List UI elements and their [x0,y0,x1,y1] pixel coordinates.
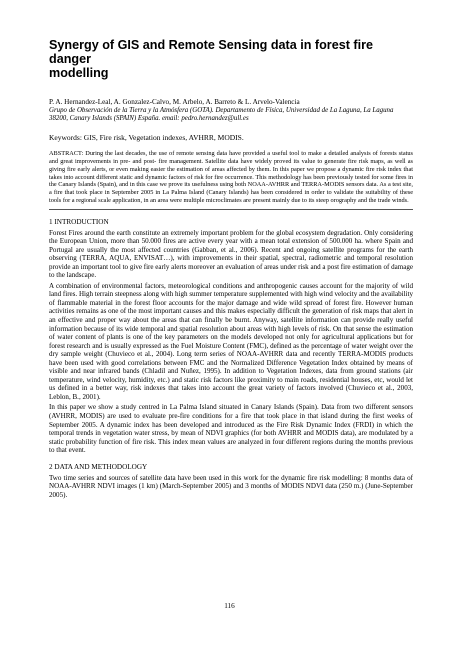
intro-paragraph-3: In this paper we show a study centred in La Palma Island situated in Canary Islands (Spain). Data from two different sensors (AVHRR, MODIS) are used to evaluate pre-fire conditions for a fire that took place in that island during the first weeks of September 2005. A dynamic index has been developed and introduced as the Fire Risk Dynamic Index (FRDI) in which the temporal trends in vegetation water stress, by mean of NDVI graphics (for both AVHRR and MODIS data), are modulated by a static probability function of fire risk. This index mean values are analyzed in four different regions during the months previous to that event. [49,403,413,455]
author-list: P. A. Hernandez-Leal, A. Gonzalez-Calvo, M. Arbelo, A. Barreto & L. Arvelo-Valencia [49,98,300,106]
paper-title [49,38,413,80]
page-number: 116 [224,602,235,610]
title-line-2: modelling [49,66,109,80]
section-heading-data-methodology: 2 DATA AND METHODOLOGY [49,462,148,471]
methodology-paragraph-1: Two time series and sources of satellite data have been used in this work for the dynamic fire risk modelling: 8 months data of NOAA-AVHRR NDVI images (1 km) (March-September 2005) and 3 months of MODIS NDVI data (250 m.) (June-September 2005). [49,473,413,499]
intro-paragraph-1: Forest Fires around the earth constitute an extremely important problem for the global ecosystem degradation. Only considering the European Union, more than 50.000 fires are active every year with a mean total extension of 500.000 ha. where Spain and Portugal are usually the most affected countries (Gabban, et al., 2006). Recent and ongoing satellite programs for the earth observing (TERRA, AQUA, ENVISAT…), with improvements in their spatial, spectral, radiometric and temporal resolution provide an important tool to give fire early alerts moreover an evaluation of areas under risk and a post fire estimation of damage to the landscape. [49,228,413,280]
title-line-1: Synergy of GIS and Remote Sensing data in forest fire danger [49,38,374,66]
section-heading-introduction: 1 INTRODUCTION [49,217,109,226]
affiliation: Grupo de Observación de la Tierra y la Atmósfera (GOTA). Departamento de Física, Universidad de La Laguna, La Laguna 38200, Canary Islands (SPAIN) España. email: pedro.hernandez@ull.es [49,106,394,122]
paper-page [49,38,413,499]
abstract: ABSTRACT: During the last decades, the use of remote sensing data have provided a useful tool to make a detailed analysis of forests status and great improvements in pre- and post- fire management. Satellite data have widely proved its value to generate fire risk maps, as well as giving fire early alerts, or even making easier the estimation of areas affected by them. In this paper we propose a dynamic fire risk index that takes into account different static and dynamic factors of risk for fire occurrence. This methodology has been previously tested for some fires in the Canary Islands (Spain), and in this case we prove its usefulness using both NOAA-AVHRR and TERRA-MODIS sensors data. As a test site, a fire that took place in September 2005 in La Palma Island (Canary Islands) has been considered in order to validate the suitability of these tools for a regional scale application, in an area were multiple microclimates are present mainly due to its steep orography and the trade winds. [49,150,413,209]
intro-paragraph-2: A combination of environmental factors, meteorological conditions and anthropogenic causes account for the majority of wild land fires. High terrain steepness along with high summer temperature supplemented with high wind velocity and the availability of flammable material in the forest floor accounts for the major damage and wide wild spread of forest fire. However human activities remains as one of the most important causes and this makes especially difficult the generation of risk maps that alert in an effective and proper way about the areas that can finally be burnt. Anyway, satellite information can provide really useful information because of its wide temporal and spatial resolution about areas with high levels of risk. On that sense the estimation of water content of plants is one of the key parameters on the models developed not only for agricultural applications but for forest research and is usually expressed as the Fuel Moisture Content (FMC), defined as the percentage of water weight over the dry sample weight (Chuvieco et al., 2004). Long term series of NOAA-AVHRR data and recently TERRA-MODIS products have been used with good correlations between FMC and the Normalized Difference Vegetation Index obtained by means of visible and near infrared bands (Chladil and Nuñez, 1995). In addition to Vegetation Indexes, data from ground stations (air temperature, wind velocity, humidity, etc.) and static risk factors like proximity to main roads, residential houses, etc, would let us defined in a better way, risk indexes that takes into account the great variety of factors involved (Chuvieco et al., 2003, Leblon, B., 2001). [49,281,413,401]
keywords: Keywords: GIS, Fire risk, Vegetation indexes, AVHRR, MODIS. [49,133,244,143]
